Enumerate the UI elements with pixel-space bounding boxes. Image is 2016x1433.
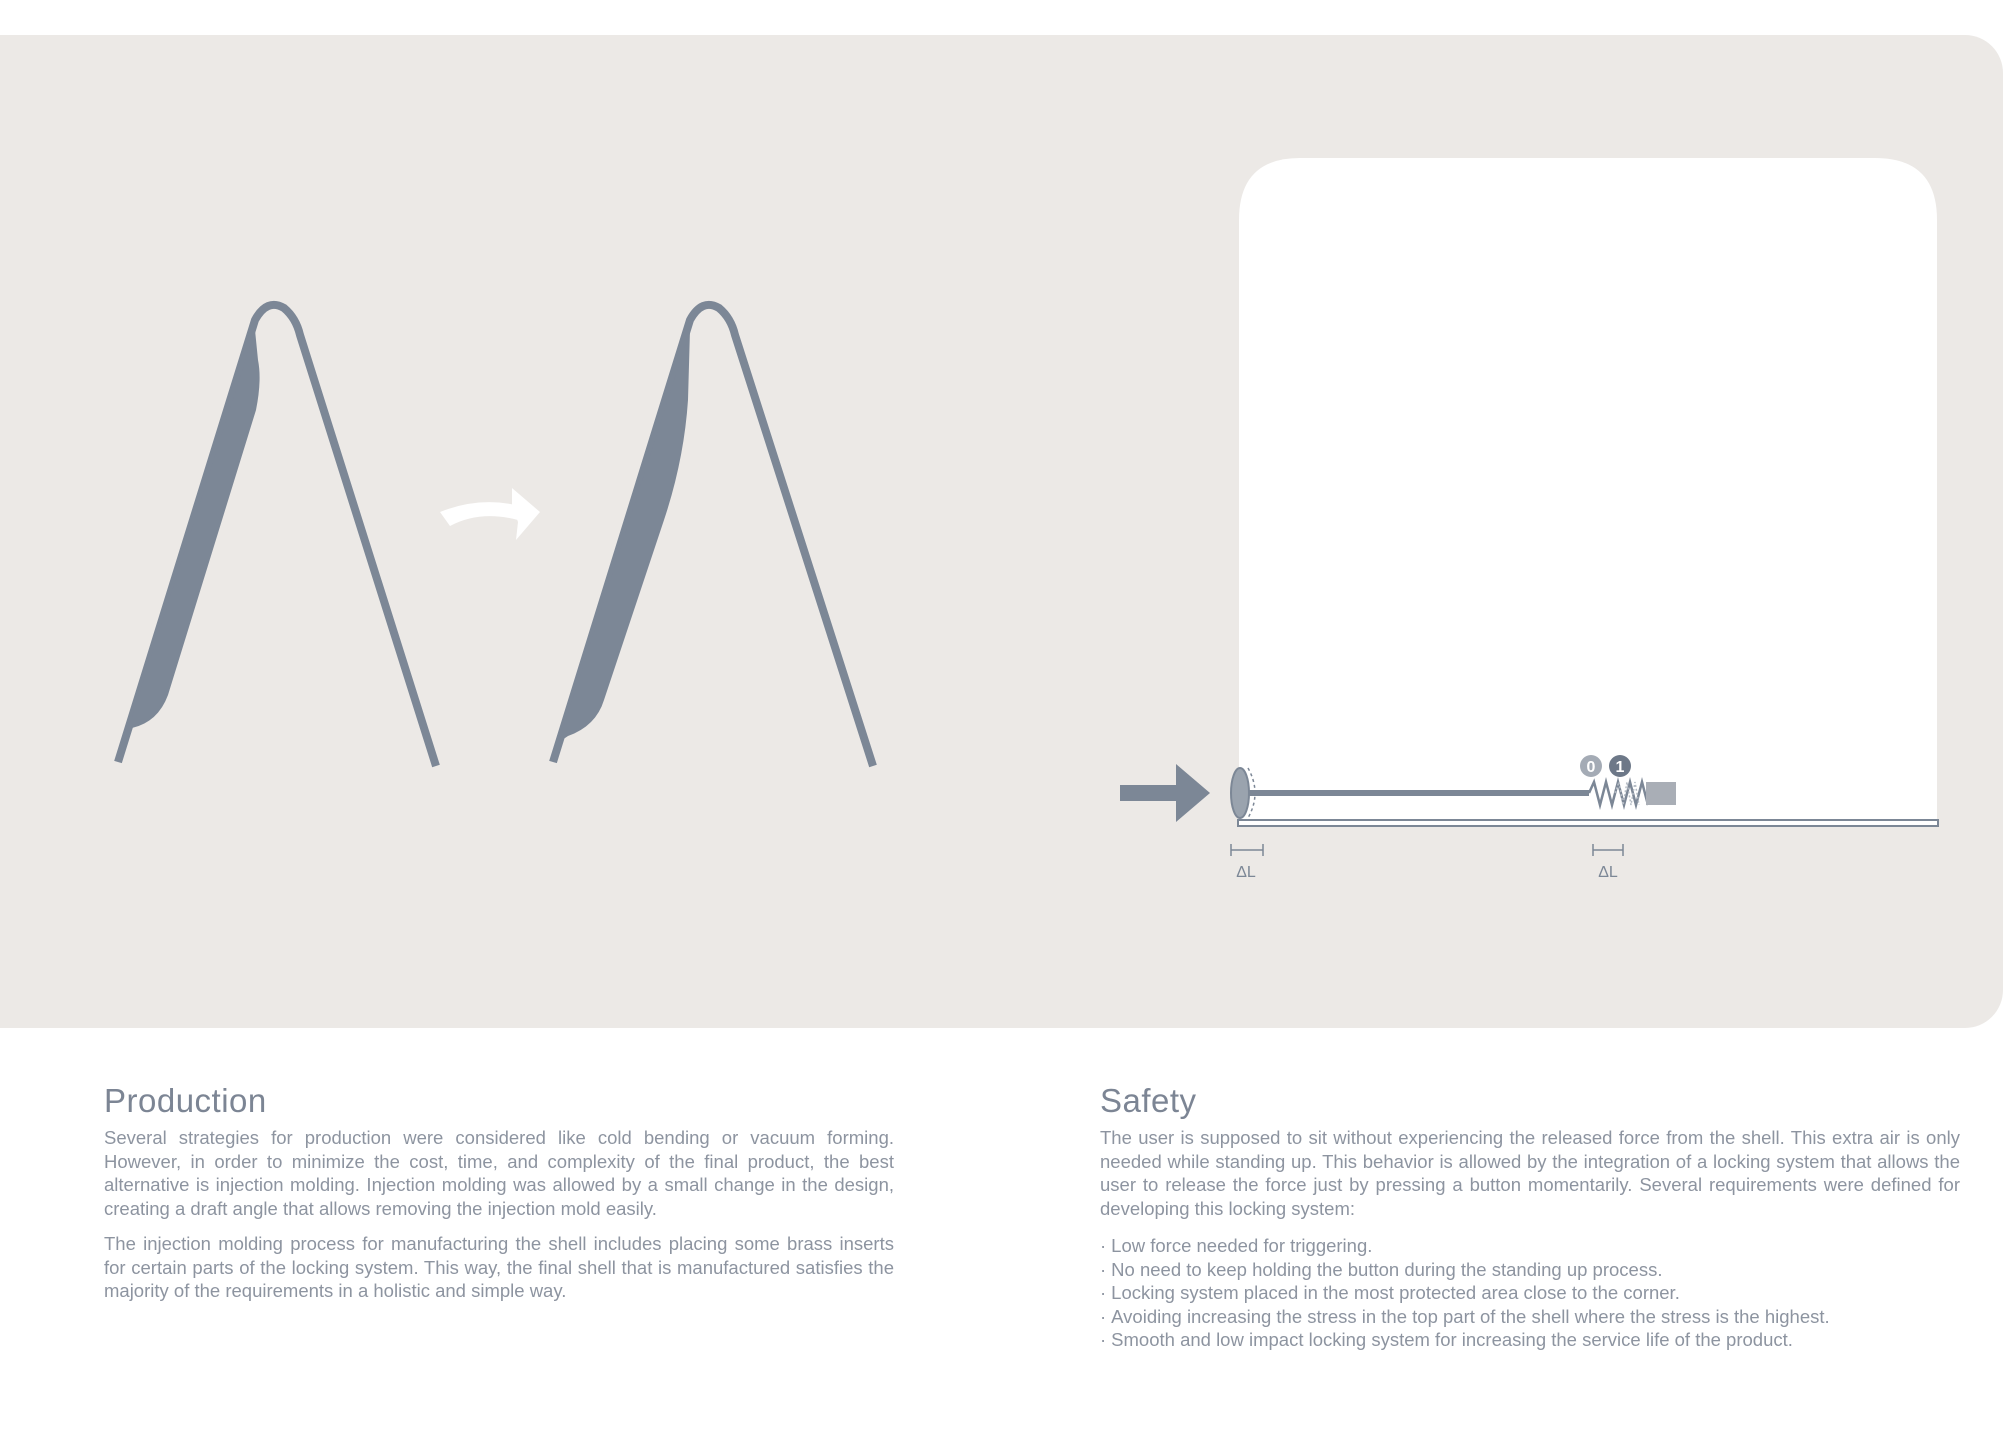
delta-l-dimension-left bbox=[1231, 844, 1263, 881]
list-item: · Smooth and low impact locking system for increasing the service life of the product. bbox=[1100, 1329, 1793, 1350]
safety-requirements-list bbox=[1100, 1234, 1960, 1352]
bullet-icon: · bbox=[1100, 1329, 1107, 1350]
lock-block bbox=[1646, 782, 1676, 805]
transform-arrow bbox=[440, 488, 540, 540]
production-paragraph-1: Several strategies for production were considered like cold bending or vacuum forming. However, in order to minimize the cost, time, and complexity of the final product, the best alternative is injection molding. Injection molding was allowed by a small change in the design, creating a draft angle that allows removing the injection mold easily. bbox=[104, 1127, 894, 1219]
bullet-icon: · bbox=[1100, 1235, 1107, 1256]
list-item: · Locking system placed in the most protected area close to the corner. bbox=[1100, 1282, 1680, 1303]
bullet-icon: · bbox=[1100, 1282, 1107, 1303]
shell-profile-original bbox=[118, 305, 436, 766]
lock-rod bbox=[1249, 790, 1589, 796]
production-section bbox=[104, 1082, 894, 1315]
delta-l-label-right: ΔL bbox=[1598, 864, 1618, 881]
locking-system-window bbox=[1239, 158, 1937, 824]
delta-l-dimension-right bbox=[1593, 844, 1623, 881]
bullet-icon: · bbox=[1100, 1305, 1107, 1327]
list-item: · Avoiding increasing the stress in the top part of the shell where the stress is the highest. bbox=[1100, 1305, 1830, 1327]
bullet-icon: · bbox=[1100, 1258, 1107, 1280]
state-1-label: 1 bbox=[1615, 759, 1625, 776]
list-item: · Low force needed for triggering. bbox=[1100, 1235, 1373, 1256]
state-1-badge bbox=[1609, 755, 1631, 777]
shell-profile-draft-angle bbox=[553, 305, 873, 766]
safety-section bbox=[1100, 1082, 1960, 1352]
shell-base-rail bbox=[1238, 820, 1938, 826]
production-paragraph-2: The injection molding process for manufacturing the shell includes placing some brass inserts for certain parts of the locking system. This way, the final shell that is manufactured satisfies the majority of the requirements in a holistic and simple way. bbox=[104, 1233, 894, 1301]
production-heading: Production bbox=[104, 1082, 267, 1119]
safety-heading: Safety bbox=[1100, 1082, 1197, 1119]
state-0-badge bbox=[1580, 755, 1602, 777]
state-0-label: 0 bbox=[1586, 759, 1596, 776]
list-item: · No need to keep holding the button during the standing up process. bbox=[1100, 1258, 1663, 1280]
push-arrow-icon bbox=[1120, 764, 1210, 822]
safety-paragraph: The user is supposed to sit without experiencing the released force from the shell. This extra air is only needed while standing up. This behavior is allowed by the integration of a locking system that allows the user to release the force just by pressing a button momentarily. Several requirements were defined for developing this locking system: bbox=[1100, 1127, 1960, 1219]
delta-l-label-left: ΔL bbox=[1236, 864, 1256, 881]
